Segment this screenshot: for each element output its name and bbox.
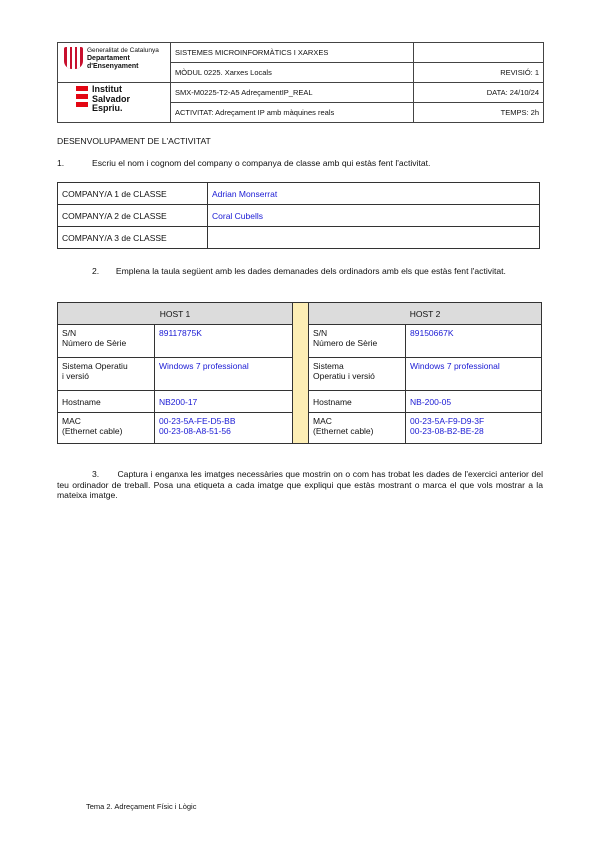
os-label: Sistema Operatiu i versió	[58, 358, 155, 391]
table-row	[58, 227, 540, 249]
gencat-shield-icon	[64, 47, 83, 69]
partners-table	[57, 182, 540, 249]
partner-value[interactable]: Adrian Monserrat	[208, 183, 540, 205]
host1-hostname[interactable]: NB200-17	[155, 391, 293, 413]
table-row	[58, 183, 540, 205]
date: DATA: 24/10/24	[414, 83, 544, 103]
partner-value[interactable]: Coral Cubells	[208, 205, 540, 227]
gencat-line-3: d'Ensenyament	[87, 63, 139, 70]
q2-text: Emplena la taula següent amb les dades demanades dels ordinadors amb els que estàs fent l'activitat.	[115, 266, 506, 276]
host1-mac[interactable]: 00-23-5A-FE-D5-BB 00-23-08-A8-51-56	[155, 413, 293, 444]
q3-text: Captura i enganxa les imatges necessàries que mostrin on o com has trobat les dades de l'exercici anterior del teu ordinador de treball. Posa una etiqueta a cada imatge que expliqui que estàs mostrant o marca el que vols mostrar a la mateixa imatge.	[57, 469, 543, 500]
module-name: MÒDUL 0225. Xarxes Locals	[171, 63, 414, 83]
revision: REVISIÓ: 1	[414, 63, 544, 83]
host2-os[interactable]: Windows 7 professional	[406, 358, 542, 391]
hostname-label: Hostname	[309, 391, 406, 413]
column-separator	[293, 303, 309, 444]
institute-logo	[76, 86, 166, 118]
hosts-table	[57, 302, 542, 444]
os-label: Sistema Operatiu i versió	[309, 358, 406, 391]
section-title: DESENVOLUPAMENT DE L'ACTIVITAT	[57, 136, 211, 146]
host2-sn[interactable]: 89150667K	[406, 325, 542, 358]
q1-number: 1.	[57, 158, 65, 168]
table-row	[58, 205, 540, 227]
institute-logo-cell	[58, 83, 171, 123]
institute-line-3: Espriu.	[92, 103, 123, 113]
hostname-label: Hostname	[58, 391, 155, 413]
document-header	[57, 42, 544, 123]
time: TEMPS: 2h	[414, 103, 544, 123]
partner-label: COMPANY/A 1 de CLASSE	[58, 183, 208, 205]
institute-line-2: Salvador	[92, 93, 131, 104]
partner-label: COMPANY/A 2 de CLASSE	[58, 205, 208, 227]
institute-line-1: Institut	[92, 84, 122, 94]
table-row	[58, 303, 542, 325]
q3-paragraph	[57, 469, 543, 501]
partner-label: COMPANY/A 3 de CLASSE	[58, 227, 208, 249]
host1-os[interactable]: Windows 7 professional	[155, 358, 293, 391]
course-name: SISTEMES MICROINFORMÀTICS I XARXES	[171, 43, 414, 63]
q2-paragraph	[57, 266, 543, 277]
q2-number: 2.	[92, 266, 100, 276]
mac-label: MAC (Ethernet cable)	[309, 413, 406, 444]
gencat-logo-cell	[58, 43, 171, 83]
institute-bars-icon	[76, 86, 88, 110]
header-empty-cell	[414, 43, 544, 63]
sn-label: S/N Número de Sèrie	[309, 325, 406, 358]
gencat-line-1: Generalitat de Catalunya	[87, 47, 159, 54]
host2-title: HOST 2	[309, 303, 542, 325]
mac-label: MAC (Ethernet cable)	[58, 413, 155, 444]
host1-sn[interactable]: 89117875K	[155, 325, 293, 358]
q3-number: 3.	[92, 469, 100, 479]
gencat-line-2: Departament	[87, 55, 130, 62]
sn-label: S/N Número de Sèrie	[58, 325, 155, 358]
doc-code: SMX-M0225-T2-A5 AdreçamentIP_REAL	[171, 83, 414, 103]
partner-value[interactable]	[208, 227, 540, 249]
host2-hostname[interactable]: NB-200-05	[406, 391, 542, 413]
gencat-logo	[61, 45, 169, 75]
q1-text: Escriu el nom i cognom del company o companya de classe amb qui estàs fent l'activitat.	[92, 158, 431, 168]
host1-title: HOST 1	[58, 303, 293, 325]
activity-title: ACTIVITAT: Adreçament IP amb màquines reals	[171, 103, 414, 123]
page-footer: Tema 2. Adreçament Físic i Lògic	[86, 802, 197, 811]
host2-mac[interactable]: 00-23-5A-F9-D9-3F 00-23-08-B2-BE-28	[406, 413, 542, 444]
